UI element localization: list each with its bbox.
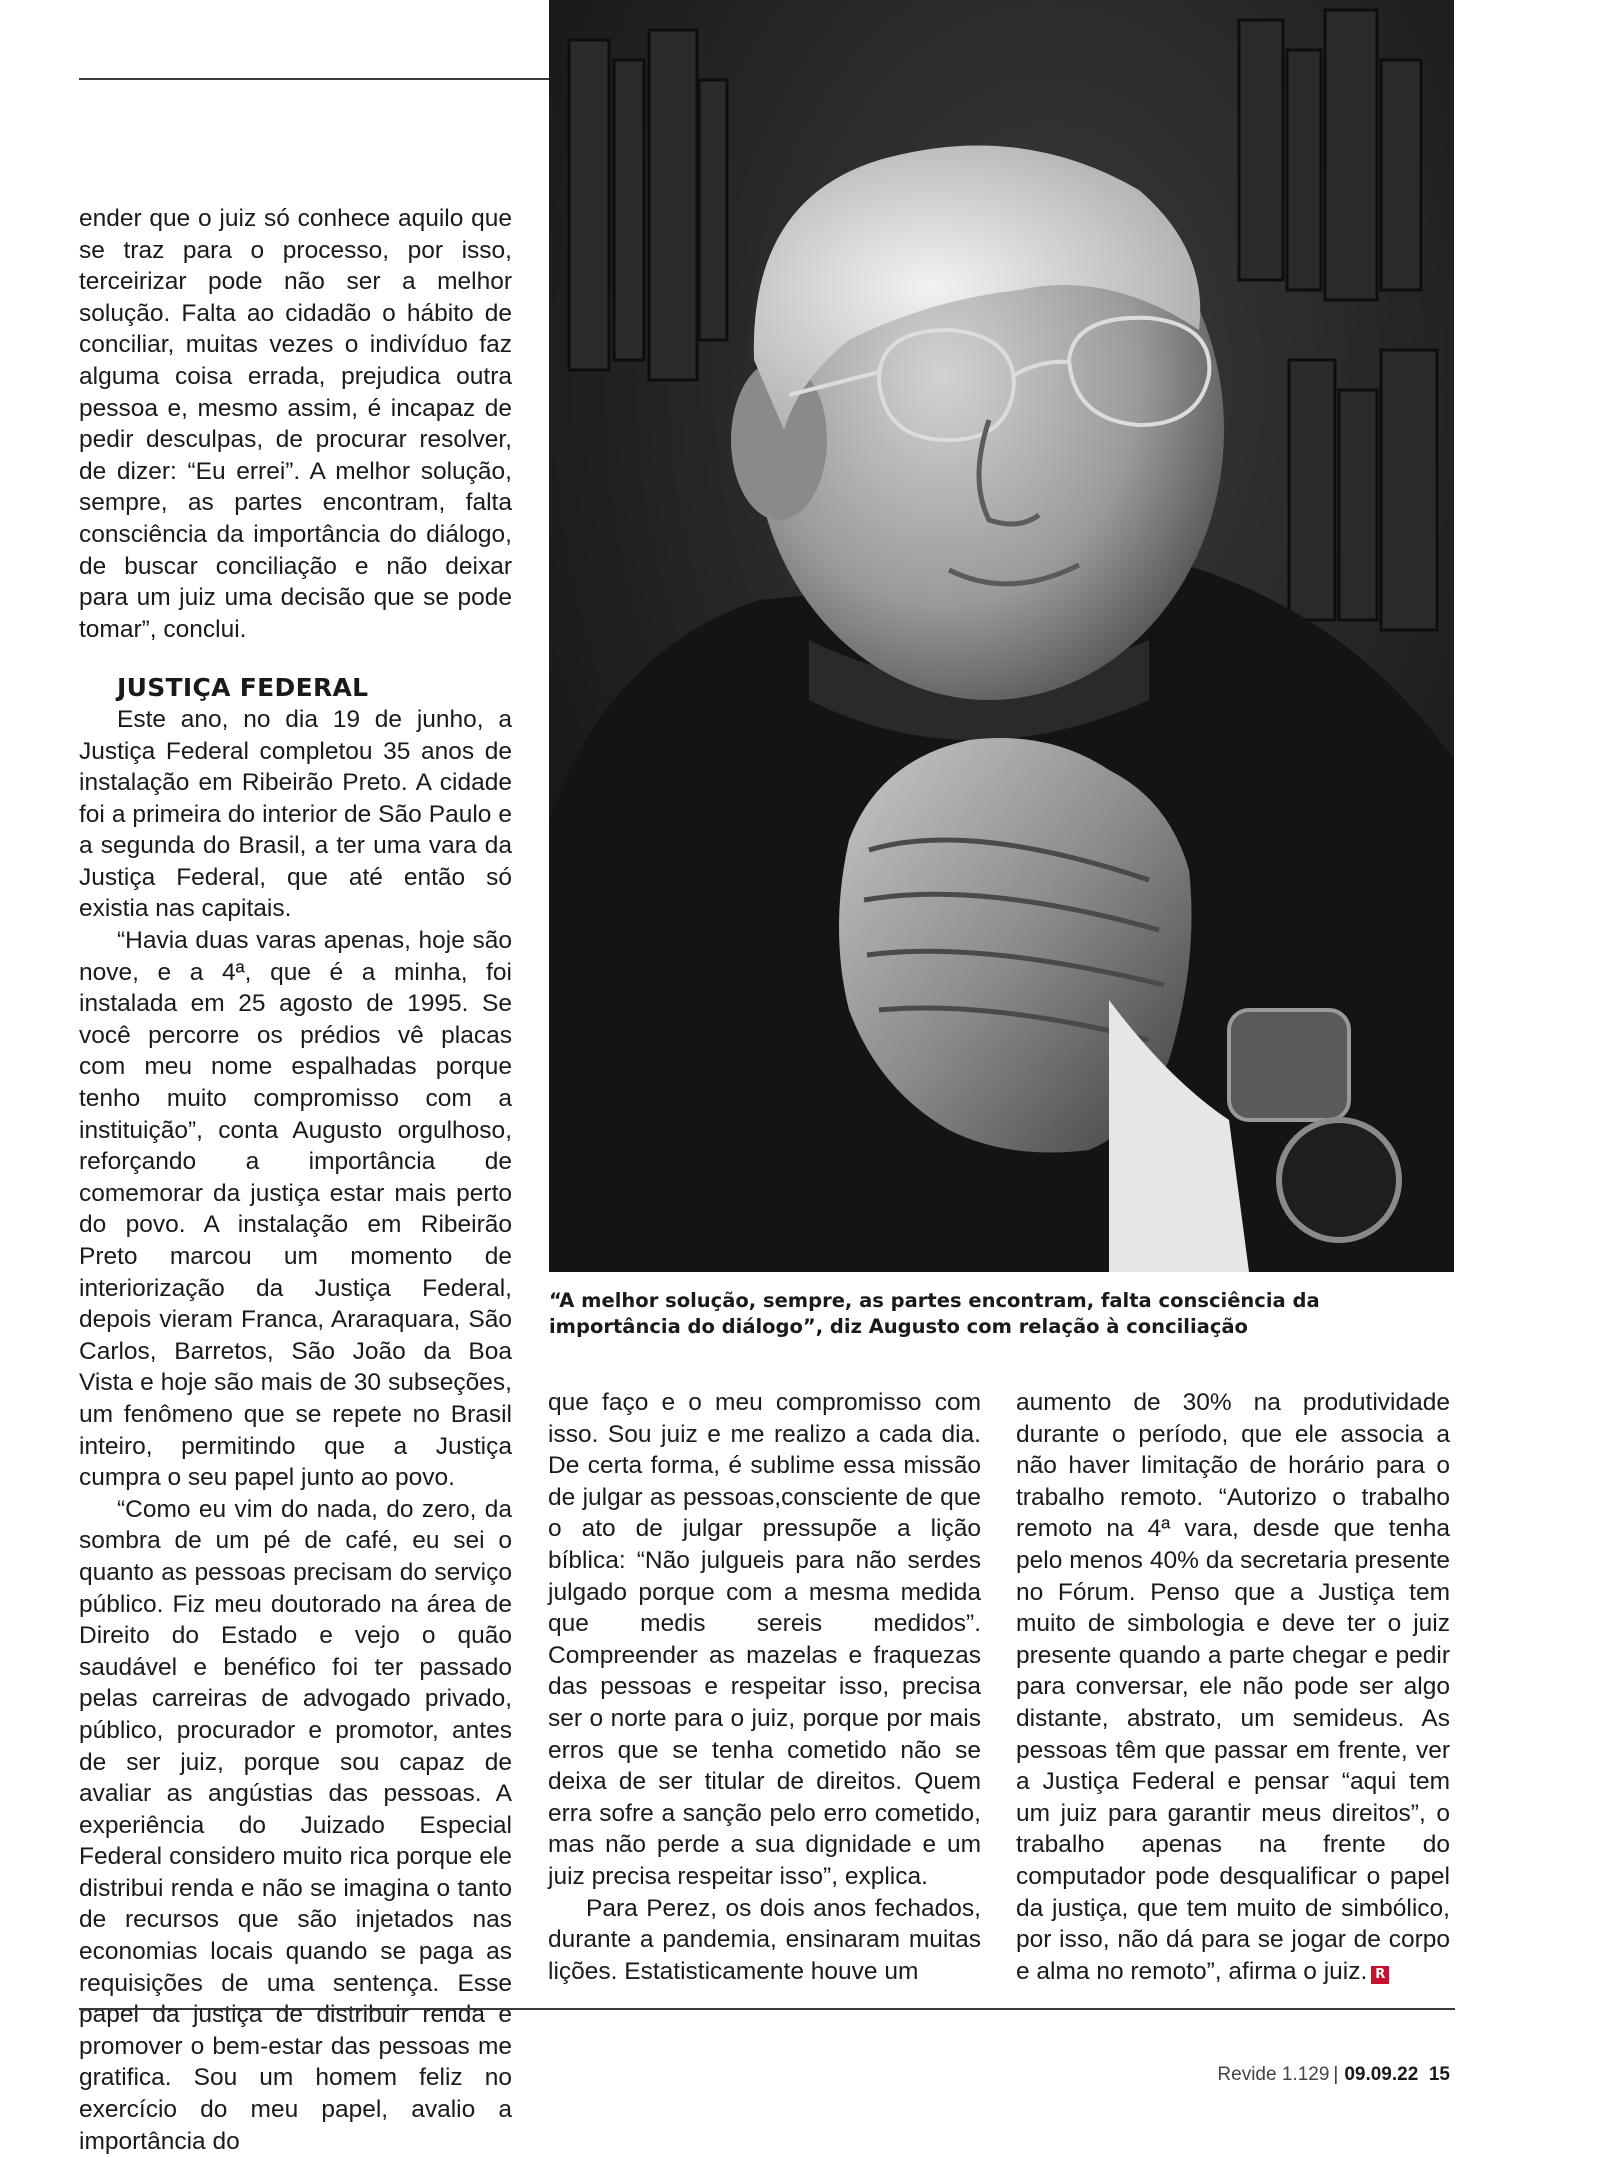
page-footer bbox=[1217, 2064, 1450, 2086]
paragraph: “Havia duas varas apenas, hoje são nove, e a 4ª, que é a minha, foi instalada em 25 agosto de 1995. Se você percorre os prédios vê placas com meu nome espalhadas porque tenho muito compromisso com a instituição”, conta Augusto orgulhoso, reforçando a importância de comemorar da justiça estar mais perto do povo. A instalação em Ribeirão Preto marcou um momento de interiorização da Justiça Federal, depois vieram Franca, Araraquara, São Carlos, Barretos, São João da Boa Vista e hoje são mais de 30 subseções, um fenômeno que se repete no Brasil inteiro, permitindo que a Justiça cumpra o seu papel junto ao povo. bbox=[79, 927, 512, 1492]
paragraph: Para Perez, os dois anos fechados, durante a pandemia, ensinaram muitas lições. Estatisticamente houve um bbox=[548, 1894, 981, 1985]
end-of-article-icon: R bbox=[1371, 1966, 1389, 1984]
publication-name: Revide 1.129 bbox=[1217, 2064, 1330, 2085]
page-number: 15 bbox=[1428, 2064, 1450, 2085]
article-column-3 bbox=[1016, 1387, 1450, 1987]
paragraph: que faço e o meu compromisso com isso. Sou juiz e me realizo a cada dia. De certa forma, é sublime essa missão de julgar as pessoas,consciente de que o ato de julgar pressupõe a lição bíblica: “Não julgueis para não serdes julgado porque com a mesma medida que medis sereis medidos”. Compreender as mazelas e fraquezas das pessoas e respeitar isso, precisa ser o norte para o juiz, porque por mais erros que se tenha cometido não se deixa de ser titular de direitos. Quem erra sofre a sanção pelo erro cometido, mas não perde a sua dignidade e um juiz precisa respeitar isso”, explica. bbox=[548, 1389, 981, 1890]
paragraph bbox=[1016, 1387, 1450, 1987]
top-rule bbox=[79, 78, 549, 80]
article-column-1 bbox=[79, 203, 512, 2157]
paragraph: ender que o juiz só conhece aquilo que se traz para o processo, por isso, terceirizar pode não ser a melhor solução. Falta ao cidadão o hábito de conciliar, muitas vezes o indivíduo faz alguma coisa errada, prejudica outra pessoa e, mesmo assim, é incapaz de pedir desculpas, de procurar resolver, de dizer: “Eu errei”. A melhor solução, sempre, as partes encontram, falta consciência da importância do diálogo, de buscar conciliação e não deixar para um juiz uma decisão que se pode tomar”, conclui. bbox=[79, 205, 512, 643]
bottom-rule bbox=[79, 2008, 1455, 2010]
paragraph: Este ano, no dia 19 de junho, a Justiça Federal completou 35 anos de instalação em Ribeirão Preto. A cidade foi a primeira do interior de São Paulo e a segunda do Brasil, a ter uma vara da Justiça Federal, que até então só existia nas capitais. bbox=[79, 705, 512, 923]
portrait-photo bbox=[549, 0, 1454, 1272]
section-heading: JUSTIÇA FEDERAL bbox=[117, 673, 369, 703]
issue-date: 09.09.22 bbox=[1344, 2064, 1419, 2085]
paragraph: “Como eu vim do nada, do zero, da sombra de um pé de café, eu sei o quanto as pessoas precisam do serviço público. Fiz meu doutorado na área de Direito do Estado e vejo o quão saudável e benéfico foi ter passado pelas carreiras de advogado privado, público, procurador e promotor, antes de ser juiz, porque sou capaz de avaliar as angústias das pessoas. A experiência do Juizado Especial Federal considero muito rica porque ele distribui renda e não se imagina o tanto de recursos que são injetados nas economias locais quando se paga as requisições de uma sentença. Esse papel da justiça de distribuir renda e promover o bem-estar das pessoas me gratifica. Sou um homem feliz no exercício do meu papel, avalio a importância do bbox=[79, 1495, 512, 2155]
paragraph-text: aumento de 30% na produtividade durante o período, que ele associa a não haver limitação de horário para o trabalho remoto. “Autorizo o trabalho remoto na 4ª vara, desde que tenha pelo menos 40% da secretaria presente no Fórum. Penso que a Justiça tem muito de simbologia e deve ter o juiz presente quando a parte chegar e pedir para conversar, ele não pode ser algo distante, abstrato, um semideus. As pessoas têm que passar em frente, ver a Justiça Federal e pensar “aqui tem um juiz para garantir meus direitos”, o trabalho apenas na frente do computador pode desqualificar o papel da justiça, que tem muito de simbólico, por isso, não dá para se jogar de corpo e alma no remoto”, afirma o juiz. bbox=[1016, 1389, 1450, 1985]
footer-separator: | bbox=[1333, 2064, 1339, 2085]
photo-caption: “A melhor solução, sempre, as partes encontram, falta consciência da importância do diálogo”, diz Augusto com relação à conciliação bbox=[549, 1289, 1320, 1338]
article-column-2 bbox=[548, 1387, 981, 1987]
